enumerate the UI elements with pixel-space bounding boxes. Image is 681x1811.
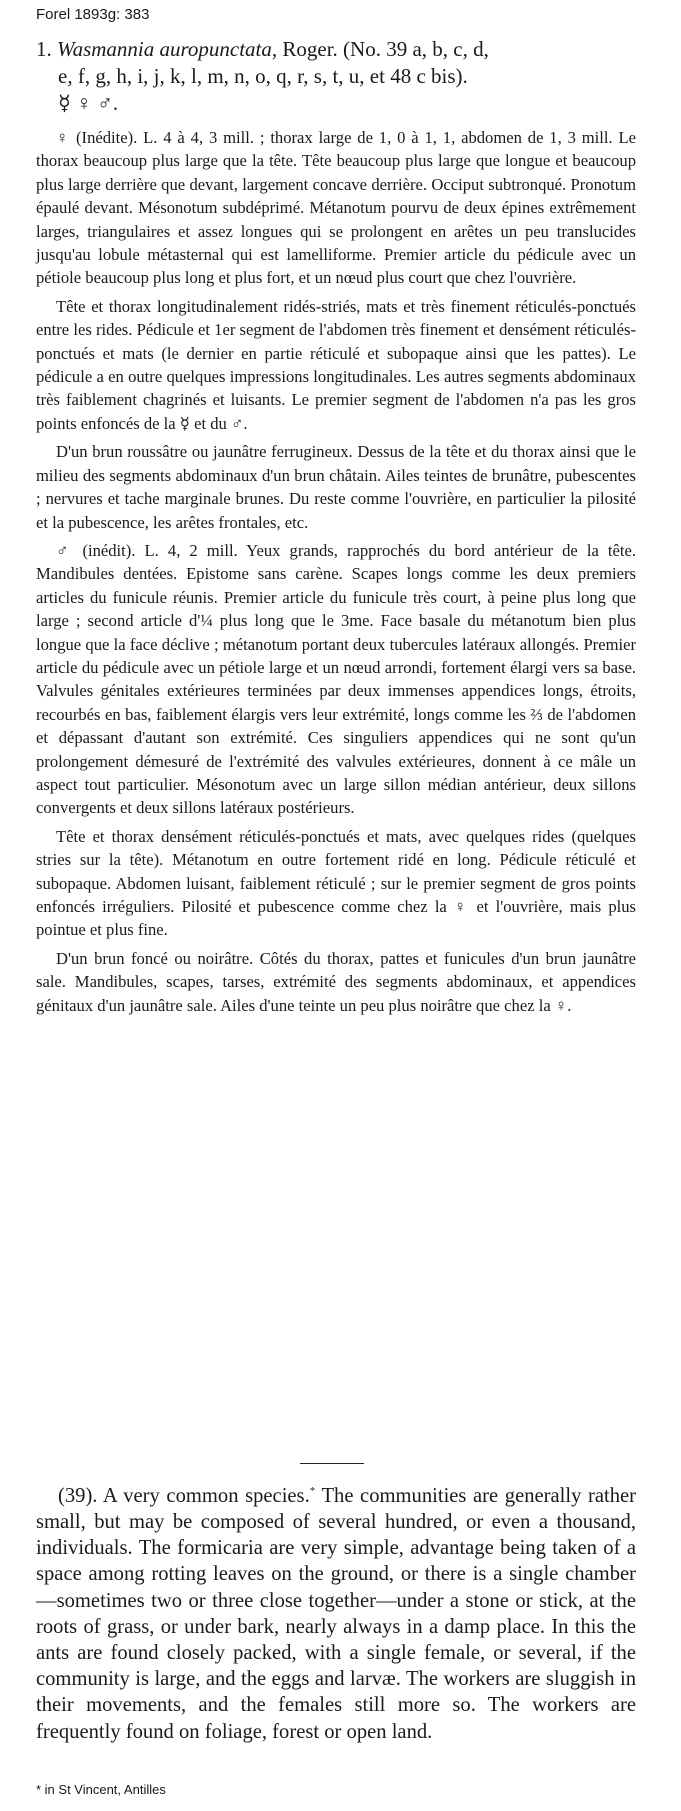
heading-line-1 [36, 36, 636, 63]
english-notes [36, 1478, 636, 1745]
taxon-name: Wasmannia auropunctata, [57, 37, 278, 61]
footnote-marker: * [309, 1485, 316, 1497]
caste-symbols: ☿ ♀ ♂. [58, 91, 119, 115]
biology-text: The communities are generally rather small, but may be composed of several hundred, or even a thousand, individuals. The formicaria are very simple, advantage being taken of a space among rotting leaves on the ground, or there is a single chamber—sometimes two or three close together—under a stone or stick, at the roots of grass, or under bark, nearly always in a damp place. In this the ants are found closely packed, with a single female, or several, if the community is large, and the eggs and larvæ. The workers are sluggish in their movements, and the females still more so. The workers are frequently found on foliage, forest or open land. [36, 1484, 636, 1743]
specimen-list-end: e, f, g, h, i, j, k, l, m, n, o, q, r, s, t, u, et 48 c bis). [58, 64, 468, 88]
entry-number: 1. [36, 37, 52, 61]
specimen-list-start: (No. 39 a, b, c, d, [343, 37, 489, 61]
female-sculpture-paragraph: Tête et thorax longitudinalement ridés-striés, mats et très finement réticulés-ponctués entre les rides. Pédicule et 1er segment de l'abdomen très finement et densément réticulés-ponctués et mats (le dernier en partie réticulé et subopaque ainsi que les pattes). Le pédicule a en outre quelques impressions longitudinales. Les autres segments abdominaux très faiblement chagrinés et luisants. Le premier segment de l'abdomen n'a pas les gros points enfoncés de la ☿ et du ♂. [36, 296, 636, 433]
female-description-paragraph: ♀ (Inédite). L. 4 à 4, 3 mill. ; thorax large de 1, 0 à 1, 1, abdomen de 1, 3 mill. Le thorax beaucoup plus large que la tête. Tête beaucoup plus large que longue et beaucoup plus large derrière que devant, largement concave derrière. Occiput subtronqué. Pronotum épaulé devant. Mésonotum subdéprimé. Métanotum pourvu de deux épines extrêmement larges, triangulaires et assez longues qui se prolongent en arêtes un peu translucides jusqu'au lobule métasternal qui est lamelliforme. Premier article du pédicule avec un pétiole beaucoup plus long et plus fort, et un nœud plus court que chez l'ouvrière. [36, 128, 636, 288]
male-color-paragraph: D'un brun foncé ou noirâtre. Côtés du thorax, pattes et funicules d'un brun jaunâtre sale. Mandibules, scapes, tarses, extrémité des segments abdominaux, et appendices génitaux d'un jaunâtre sale. Ailes d'une teinte un peu plus noirâtre que chez la ♀. [36, 948, 636, 1015]
male-description-paragraph: ♂ (inédit). L. 4, 2 mill. Yeux grands, rapprochés du bord antérieur de la tête. Mandibules dentées. Epistome sans carène. Scapes longs comme les deux premiers articles du funicule réunis. Premier article du funicule très court, à peine plus long que large ; second article d'¼ plus long que le 3me. Face basale du métanotum bien plus longue que la face déclive ; métanotum portant deux tubercules latéraux allongés. Premier article du pédicule avec un pétiole large et un nœud arrondi, fortement élargi vers sa base. Valvules génitales extérieures terminées par deux immenses appendices longs, étroits, recourbés en bas, faiblement élargis vers leur extrémité, longs comme les ⅔ de l'abdomen et dépassant d'autant son extrémité. Ces singuliers appendices qui ne sont qu'un prolongement démesuré de l'extrémité des valvules extérieures, donnent à ce mâle un aspect tout particulier. Mésonotum avec un large sillon médian antérieur, deux sillons convergents et deux sillons latéraux postérieurs. [36, 540, 636, 818]
biology-paragraph [36, 1478, 636, 1745]
french-description [36, 126, 636, 1022]
taxon-author: Roger. [282, 37, 338, 61]
species-entry-heading [36, 36, 636, 117]
biology-lead: (39). A very common species. [58, 1484, 310, 1507]
footnote: * in St Vincent, Antilles [36, 1782, 166, 1797]
source-citation: Forel 1893g: 383 [36, 6, 150, 23]
male-sculpture-paragraph: Tête et thorax densément réticulés-ponctués et mats, avec quelques rides (quelques stries sur la tête). Métanotum en outre fortement ridé en long. Pédicule réticulé et subopaque. Abdomen luisant, faiblement réticulé ; sur le premier segment de gros points enfoncés irréguliers. Pilosité et pubescence comme chez la ♀ et l'ouvrière, mais plus pointue et plus fine. [36, 826, 636, 940]
section-divider [300, 1463, 364, 1464]
female-color-paragraph: D'un brun roussâtre ou jaunâtre ferrugineux. Dessus de la tête et du thorax ainsi que le milieu des segments abdominaux d'un brun châtain. Ailes teintes de brunâtre, pubescentes ; nervures et tache marginale brunes. Du reste comme l'ouvrière, en particulier la pilosité et la pubescence, les arêtes frontales, etc. [36, 442, 636, 532]
